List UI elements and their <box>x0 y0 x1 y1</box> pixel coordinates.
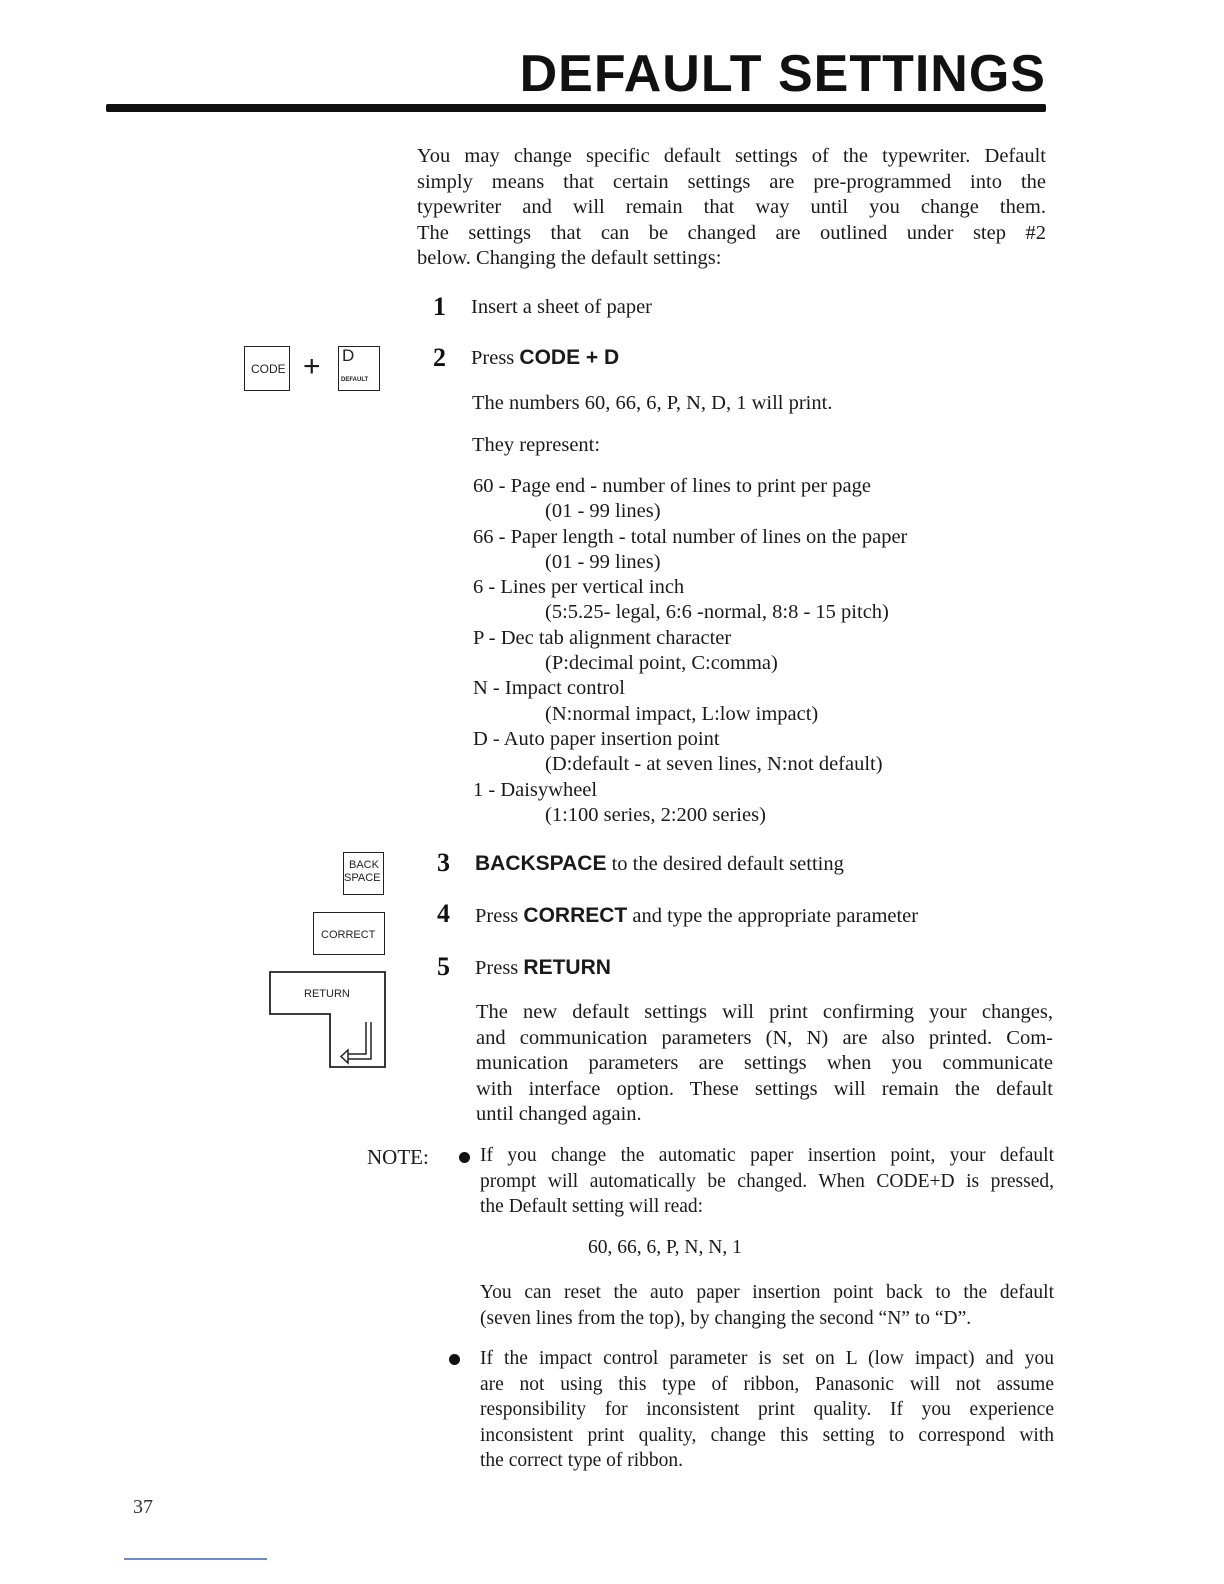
step-5-keyword: RETURN <box>523 956 611 979</box>
step-2-keyword: CODE + D <box>519 346 620 369</box>
step-4-keyword: CORRECT <box>523 904 628 927</box>
default-item-range: (1:100 series, 2:200 series) <box>545 803 766 826</box>
default-item-main: 6 - Lines per vertical inch <box>473 576 685 599</box>
step-2-result: The numbers 60, 66, 6, P, N, D, 1 will print. <box>472 392 833 414</box>
default-item-main: N - Impact control <box>473 677 625 700</box>
step-2-number: 2 <box>433 343 446 372</box>
step-5-result-line: with interface option. These settings will remain the default <box>476 1077 1053 1100</box>
step-5-result-line: and communication parameters (N, N) are also printed. Com- <box>476 1026 1053 1049</box>
bullet-icon <box>449 1354 460 1365</box>
note-line: If you change the automatic paper insertion point, your default <box>480 1145 1054 1166</box>
default-item-main: 1 - Daisywheel <box>473 778 598 801</box>
bullet-icon <box>459 1152 470 1163</box>
step-5-result <box>476 1000 1053 1128</box>
code-key <box>244 346 290 391</box>
default-item-range: (N:normal impact, L:low impact) <box>545 702 819 725</box>
step-1-number: 1 <box>433 292 446 321</box>
note-line: prompt will automatically be changed. When CODE+D is pressed, <box>480 1170 1054 1192</box>
step-2-prefix: Press <box>471 347 520 369</box>
default-item-range: (D:default - at seven lines, N:not default) <box>545 753 883 776</box>
note-line: You can reset the auto paper insertion point back to the default <box>480 1282 1054 1303</box>
note-line: inconsistent print quality, change this setting to correspond with <box>480 1424 1054 1446</box>
default-item-main: 66 - Paper length - total number of lines on the paper <box>473 525 908 548</box>
step-3-text <box>475 852 844 876</box>
intro-line: You may change specific default settings of the typewriter. Default <box>417 145 1046 167</box>
note-line: If the impact control parameter is set on L (low impact) and you <box>480 1348 1054 1369</box>
step-5-result-line: munication parameters are settings when you communicate <box>476 1052 1053 1074</box>
represent-label: They represent: <box>472 434 601 456</box>
step-5-result-line: The new default settings will print confirming your changes, <box>476 1001 1053 1023</box>
intro-line: below. Changing the default settings: <box>417 247 722 269</box>
d-default-key <box>338 346 380 391</box>
note-label: NOTE: <box>367 1145 429 1169</box>
return-key-label: RETURN <box>304 988 350 1000</box>
step-2-text <box>471 346 619 370</box>
step-5-prefix: Press <box>475 957 524 979</box>
correct-key <box>313 912 385 955</box>
backspace-key-label-1: BACK <box>349 859 379 871</box>
step-5-result-line: until changed again. <box>476 1103 642 1125</box>
note-line: (seven lines from the top), by changing the second “N” to “D”. <box>480 1307 972 1329</box>
step-4-text <box>475 904 918 928</box>
d-key-label: D <box>342 346 355 365</box>
step-5-text <box>475 956 611 980</box>
note-line: the Default setting will read: <box>480 1196 704 1217</box>
backspace-key <box>343 852 384 895</box>
intro-line: simply means that certain settings are pre-programmed into the <box>417 170 1046 193</box>
note-line: are not using this type of ribbon, Panasonic will not assume <box>480 1373 1054 1395</box>
footer-rule <box>124 1558 267 1560</box>
default-item-main: P - Dec tab alignment character <box>473 626 732 649</box>
default-item-range: (01 - 99 lines) <box>545 500 661 523</box>
intro-line: The settings that can be changed are outlined under step #2 <box>417 221 1046 244</box>
note-bullet-1-after <box>480 1280 1054 1331</box>
default-item-range: (5:5.25- legal, 6:6 -normal, 8:8 - 15 pitch) <box>545 601 889 624</box>
note-line: the correct type of ribbon. <box>480 1450 684 1471</box>
step-3-suffix: to the desired default setting <box>606 853 844 875</box>
intro-paragraph <box>417 144 1046 272</box>
default-item-range: (P:decimal point, C:comma) <box>545 652 778 675</box>
step-4-suffix: and type the appropriate parameter <box>627 905 919 927</box>
note-bullet-2 <box>480 1346 1054 1474</box>
page-number: 37 <box>133 1496 153 1518</box>
page-title: DEFAULT SETTINGS <box>519 45 1046 103</box>
default-item-range: (01 - 99 lines) <box>545 550 661 573</box>
default-item-main: 60 - Page end - number of lines to print per page <box>473 475 871 497</box>
plus-sign: + <box>303 350 321 383</box>
default-item-main: D - Auto paper insertion point <box>473 727 720 750</box>
note-line: responsibility for inconsistent print quality. If you experience <box>480 1399 1054 1420</box>
default-key-label: DEFAULT <box>341 377 369 383</box>
title-rule <box>106 104 1046 112</box>
step-5-number: 5 <box>437 952 450 981</box>
step-4-prefix: Press <box>475 905 524 927</box>
step-1-text: Insert a sheet of paper <box>471 296 652 318</box>
step-4-number: 4 <box>437 899 450 928</box>
note-bullet-1 <box>480 1143 1054 1220</box>
return-key <box>268 970 390 1070</box>
note-example: 60, 66, 6, P, N, N, 1 <box>588 1237 742 1258</box>
correct-key-label: CORRECT <box>321 929 376 941</box>
step-3-keyword: BACKSPACE <box>475 852 607 875</box>
intro-line: typewriter and will remain that way until you change them. <box>417 196 1046 218</box>
default-settings-list <box>473 474 907 828</box>
step-3-number: 3 <box>437 848 450 877</box>
backspace-key-label-2: SPACE <box>344 872 381 884</box>
code-key-label: CODE <box>251 362 286 376</box>
